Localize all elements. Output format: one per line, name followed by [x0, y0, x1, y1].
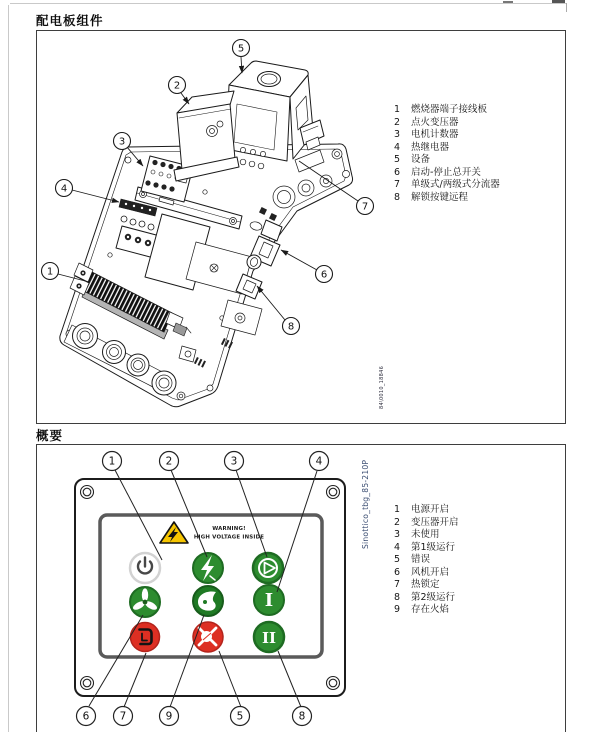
figure-overview-panel — [36, 444, 566, 732]
callout-7 — [357, 198, 374, 215]
callout-7 — [114, 707, 133, 726]
legend-item: 6 启动-停止总开关 — [394, 166, 481, 178]
section1-title: 配电板组件 — [36, 13, 104, 28]
callout-5 — [231, 707, 250, 726]
callout-6 — [77, 707, 96, 726]
svg-text:3: 3 — [230, 455, 238, 468]
callout-8 — [283, 318, 300, 335]
stage2-indicator — [254, 622, 284, 652]
svg-text:9: 9 — [165, 710, 173, 723]
ignition-indicator — [193, 553, 223, 583]
callout-4 — [310, 452, 329, 471]
callout-1 — [42, 263, 59, 280]
error-indicator — [193, 622, 223, 652]
legend-item: 9 存在火焰 — [394, 604, 450, 616]
svg-text:5: 5 — [237, 43, 245, 55]
callout-2 — [160, 452, 179, 471]
svg-text:2: 2 — [165, 455, 173, 468]
svg-text:8: 8 — [298, 710, 306, 723]
svg-text:7: 7 — [361, 201, 369, 213]
svg-text:7: 7 — [119, 710, 127, 723]
legend-item: 4 第1级运行 — [394, 541, 456, 553]
legend-item: 3 电机计数器 — [394, 129, 459, 141]
callout-3 — [225, 452, 244, 471]
figure2-legend — [394, 504, 459, 617]
svg-text:6: 6 — [82, 710, 90, 723]
legend-item: 2 变压器开启 — [394, 516, 459, 528]
callout-6 — [316, 266, 333, 283]
flame-indicator — [193, 586, 223, 616]
svg-text:1: 1 — [108, 455, 116, 468]
control-panel-drawing — [37, 445, 565, 732]
callout-5 — [233, 40, 250, 57]
legend-item: 1 燃烧器端子接线板 — [394, 104, 488, 115]
legend-item: 8 第2级运行 — [394, 591, 456, 603]
svg-text:1: 1 — [46, 266, 54, 278]
legend-item: 3 未使用 — [394, 529, 440, 541]
svg-text:4: 4 — [315, 455, 323, 468]
callout-2 — [169, 77, 186, 94]
legend-item: 5 设备 — [394, 154, 431, 166]
svg-text:8: 8 — [287, 321, 295, 333]
warning-text-line1: WARNING! — [212, 526, 246, 532]
figure-distribution-board — [36, 30, 566, 424]
svg-text:6: 6 — [320, 269, 328, 281]
svg-text:2: 2 — [173, 80, 181, 92]
callout-4 — [56, 180, 73, 197]
warning-text-line2: HIGH VOLTAGE INSIDE — [193, 534, 265, 541]
callout-3 — [114, 133, 131, 150]
fan-indicator — [130, 587, 160, 617]
legend-item: 4 热继电器 — [394, 141, 450, 153]
page-corner-tick — [566, 3, 567, 12]
figure-code: 84\0010_18846 — [379, 365, 385, 409]
legend-item: 6 风机开启 — [394, 566, 450, 578]
power-indicator — [130, 553, 160, 583]
legend-item: 1 电源开启 — [394, 504, 450, 515]
legend-item: 2 点火变压器 — [394, 116, 459, 128]
lockout-reset-indicator — [131, 623, 160, 652]
stage-2-icon: II — [261, 629, 277, 647]
scan-artifact — [552, 0, 565, 3]
legend-item: 8 解锁按键远程 — [394, 191, 469, 203]
motor-run-indicator — [253, 553, 283, 583]
callout-9 — [160, 707, 179, 726]
panel-drawing — [37, 31, 565, 423]
legend-item: 5 错误 — [394, 554, 431, 566]
stage-1-icon: I — [264, 590, 274, 611]
scan-artifact — [503, 1, 513, 3]
legend-item: 7 单级式/两级式分流器 — [394, 179, 500, 191]
callout-8 — [293, 707, 312, 726]
callout-1 — [103, 452, 122, 471]
svg-text:4: 4 — [60, 183, 68, 195]
stage1-indicator — [254, 585, 284, 615]
svg-text:5: 5 — [236, 710, 244, 723]
legend-item: 7 热锁定 — [394, 579, 440, 591]
section2-title: 概要 — [36, 428, 64, 443]
page-left-rule — [8, 5, 9, 732]
page-top-rule — [10, 3, 567, 4]
svg-text:3: 3 — [118, 136, 126, 148]
figure-side-label: Sinottico_tbg_85-210P — [361, 459, 370, 549]
figure1-legend — [394, 104, 500, 204]
